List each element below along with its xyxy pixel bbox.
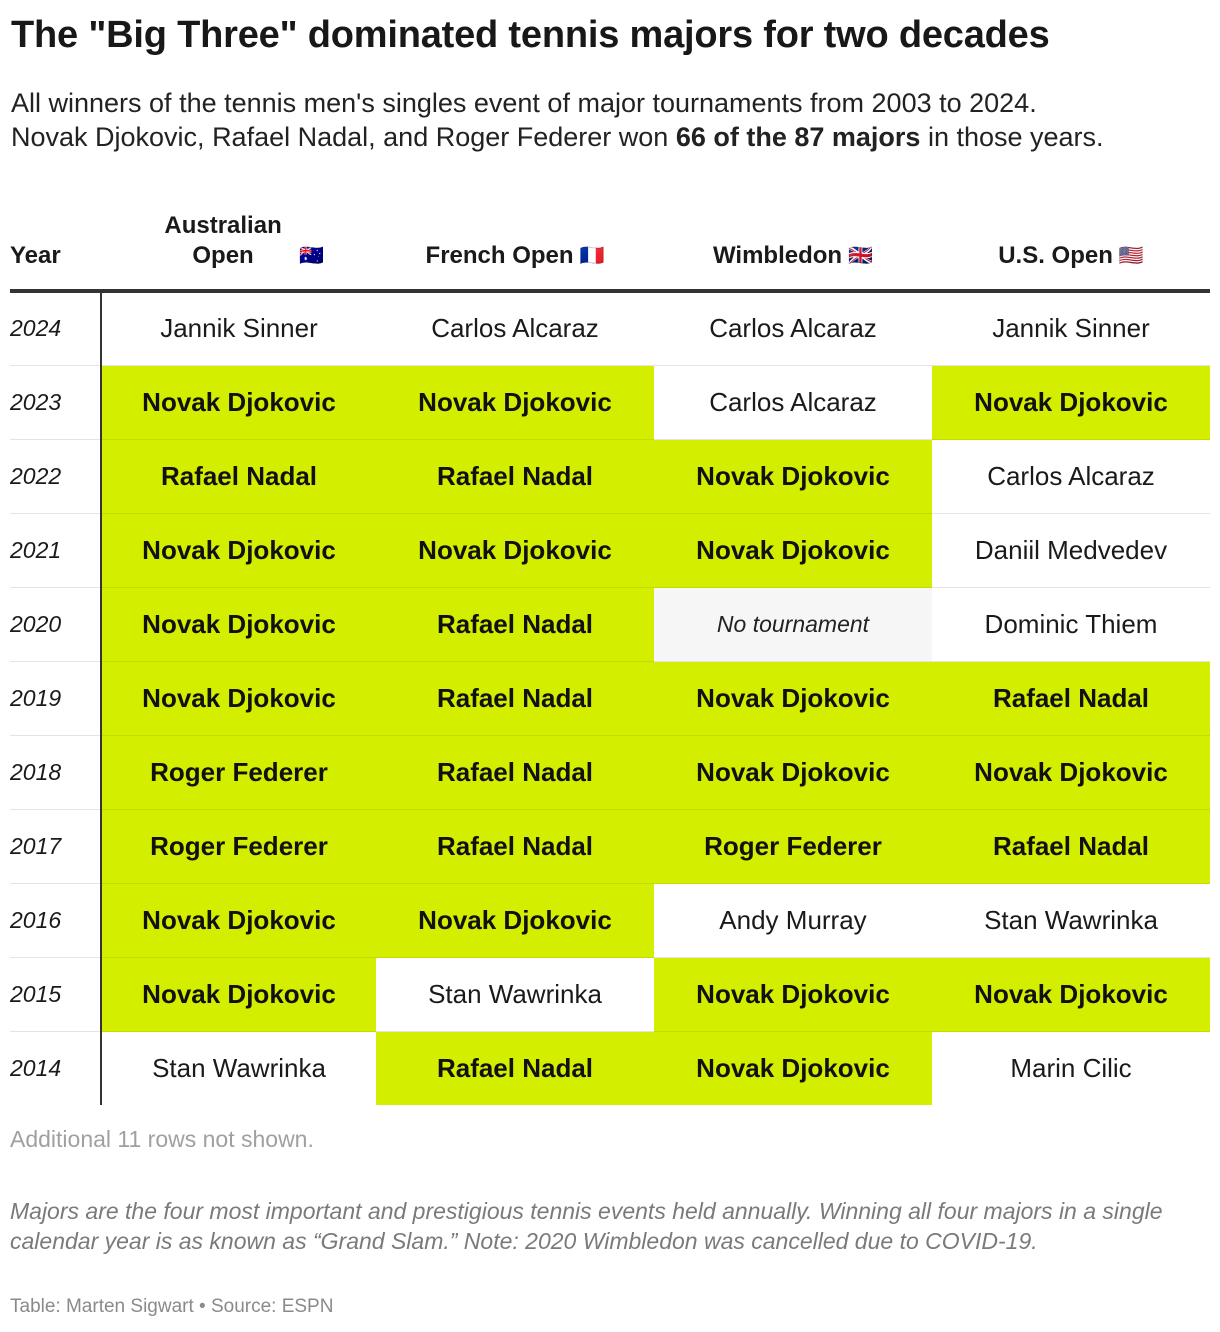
winner-cell-wimbledon: Novak Djokovic [654, 957, 932, 1031]
winner-cell-wimbledon: Novak Djokovic [654, 513, 932, 587]
column-header-us-open [932, 200, 1210, 291]
winner-cell-french-open: Rafael Nadal [376, 809, 654, 883]
table-row [10, 661, 1210, 735]
column-header-french-open-label: French Open [425, 242, 574, 269]
table-row [10, 883, 1210, 957]
winner-cell-australian-open: Novak Djokovic [101, 661, 376, 735]
winner-cell-australian-open: Novak Djokovic [101, 513, 376, 587]
winner-cell-wimbledon: No tournament [654, 587, 932, 661]
winner-cell-french-open: Carlos Alcaraz [376, 291, 654, 365]
column-header-wimbledon [654, 200, 932, 291]
winner-cell-us-open: Novak Djokovic [932, 957, 1210, 1031]
winner-cell-wimbledon: Andy Murray [654, 883, 932, 957]
flag-uk-icon: 🇬🇧 [848, 245, 873, 267]
winner-cell-australian-open: Roger Federer [101, 809, 376, 883]
subtitle-line-2-bold: 66 of the 87 majors [675, 122, 921, 152]
source-credit: Table: Marten Sigwart • Source: ESPN [10, 1296, 334, 1317]
additional-rows-note: Additional 11 rows not shown. [10, 1126, 314, 1152]
winner-cell-us-open: Rafael Nadal [932, 661, 1210, 735]
winner-cell-wimbledon: Carlos Alcaraz [654, 291, 932, 365]
table-row [10, 365, 1210, 439]
winner-cell-french-open: Stan Wawrinka [376, 957, 654, 1031]
winner-cell-australian-open: Jannik Sinner [101, 291, 376, 365]
table-row [10, 587, 1210, 661]
winner-cell-wimbledon: Novak Djokovic [654, 1031, 932, 1105]
chart-subtitle [11, 86, 1211, 154]
year-cell: 2015 [10, 957, 101, 1031]
year-cell: 2021 [10, 513, 101, 587]
winner-cell-french-open: Rafael Nadal [376, 439, 654, 513]
column-header-australian-open-label: Australian Open [164, 212, 282, 269]
winner-cell-french-open: Novak Djokovic [376, 883, 654, 957]
column-header-us-open-label: U.S. Open [998, 242, 1113, 269]
table-row [10, 957, 1210, 1031]
winner-cell-french-open: Rafael Nadal [376, 587, 654, 661]
table-body [10, 291, 1210, 1105]
chart-title: The "Big Three" dominated tennis majors for two decades [11, 14, 1050, 56]
subtitle-line-2-start: Novak Djokovic, Rafael Nadal, and Roger Federer won [11, 122, 676, 152]
winner-cell-french-open: Novak Djokovic [376, 365, 654, 439]
column-header-year-label: Year [10, 242, 61, 269]
winners-table [10, 200, 1210, 1105]
winner-cell-australian-open: Novak Djokovic [101, 883, 376, 957]
subtitle-line-2-end: in those years. [920, 122, 1104, 152]
winner-cell-us-open: Daniil Medvedev [932, 513, 1210, 587]
winner-cell-us-open: Novak Djokovic [932, 735, 1210, 809]
winner-cell-australian-open: Stan Wawrinka [152, 1052, 326, 1083]
winner-cell-us-open: Carlos Alcaraz [932, 439, 1210, 513]
winner-cell-us-open: Dominic Thiem [932, 587, 1210, 661]
column-header-french-open [376, 200, 654, 291]
winner-cell-french-open: Novak Djokovic [376, 513, 654, 587]
table-row [10, 291, 1210, 365]
footnote: Majors are the four most important and prestigious tennis events held annually. Winning all four majors in a single calendar year is as known as “Grand Slam.” Note: 2020 Wimbledon was cancelled due to COVID-19. [10, 1198, 1163, 1254]
winner-cell-us-open: Marin Cilic [1010, 1052, 1132, 1083]
winner-cell-wimbledon: Carlos Alcaraz [654, 365, 932, 439]
subtitle-line-1: All winners of the tennis men's singles event of major tournaments from 2003 to 2024. [11, 88, 1037, 118]
winner-cell-wimbledon: Novak Djokovic [654, 735, 932, 809]
winner-cell-australian-open: Rafael Nadal [101, 439, 376, 513]
winner-cell-australian-open: Novak Djokovic [101, 957, 376, 1031]
column-header-australian-open [101, 200, 376, 291]
year-cell: 2019 [10, 661, 101, 735]
winner-cell-wimbledon: Novak Djokovic [654, 661, 932, 735]
column-header-year [10, 200, 101, 291]
year-cell: 2024 [10, 291, 101, 365]
year-cell: 2017 [10, 809, 101, 883]
year-cell: 2016 [10, 883, 101, 957]
table-row [10, 735, 1210, 809]
winner-cell-us-open: Novak Djokovic [932, 365, 1210, 439]
flag-france-icon: 🇫🇷 [579, 245, 605, 267]
winner-cell-wimbledon: Roger Federer [654, 809, 932, 883]
header-row [10, 200, 1210, 291]
year-cell: 2018 [10, 735, 101, 809]
table-row [10, 513, 1210, 587]
flag-usa-icon: 🇺🇸 [1118, 245, 1144, 267]
table-row [10, 1031, 1210, 1105]
winner-cell-french-open: Rafael Nadal [376, 735, 654, 809]
winner-cell-us-open: Rafael Nadal [932, 809, 1210, 883]
winner-cell-us-open: Stan Wawrinka [932, 883, 1210, 957]
table-row [10, 809, 1210, 883]
winner-cell-australian-open: Novak Djokovic [101, 365, 376, 439]
winner-cell-wimbledon: Novak Djokovic [654, 439, 932, 513]
winner-cell-french-open: Rafael Nadal [376, 661, 654, 735]
column-header-wimbledon-label: Wimbledon [712, 242, 843, 269]
winner-cell-australian-open: Roger Federer [101, 735, 376, 809]
flag-australia-icon: 🇦🇺 [299, 245, 324, 267]
winner-cell-us-open: Jannik Sinner [932, 291, 1210, 365]
year-cell: 2020 [10, 587, 101, 661]
year-cell: 2014 [10, 1031, 101, 1105]
winner-cell-australian-open: Novak Djokovic [101, 587, 376, 661]
year-cell: 2023 [10, 365, 101, 439]
year-cell: 2022 [10, 439, 101, 513]
winner-cell-french-open: Rafael Nadal [376, 1031, 654, 1105]
table-row [10, 439, 1210, 513]
